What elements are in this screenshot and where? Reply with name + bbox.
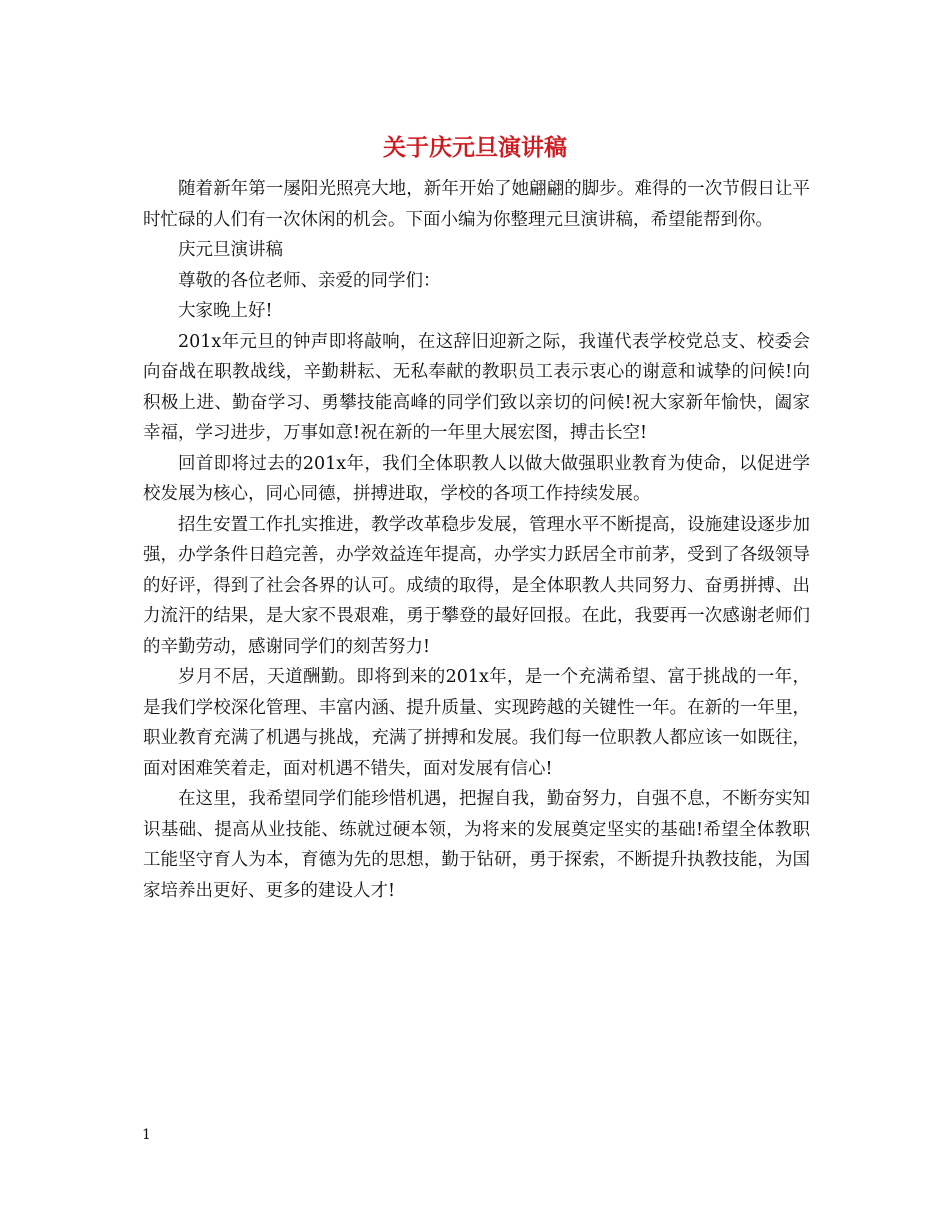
document-title: 关于庆元旦演讲稿 <box>383 134 567 161</box>
page-number: 1 <box>142 1127 151 1143</box>
paragraph-new-year-wishes: 201x年元旦的钟声即将敲响，在这辞旧迎新之际，我谨代表学校党总支、校委会向奋战在职教战线，辛勤耕耘、无私奉献的教职员工表示衷心的谢意和诚挚的问候!向积极上进、勤奋学习、勇攀技能高峰的同学们致以亲切的问候!祝大家新年愉快，阖家幸福，学习进步，万事如意!祝在新的一年里大展宏图，搏击长空! <box>143 331 810 443</box>
paragraph-speech-title: 庆元旦演讲稿 <box>178 240 283 260</box>
paragraph-intro: 随着新年第一屡阳光照亮大地，新年开始了她翩翩的脚步。难得的一次节假日让平时忙碌的人们有一次休闲的机会。下面小编为你整理元旦演讲稿，希望能帮到你。 <box>143 179 810 230</box>
document-body <box>143 174 810 906</box>
paragraph-hopes: 在这里，我希望同学们能珍惜机遇，把握自我，勤奋努力，自强不息，不断夯实知识基础、提高从业技能、练就过硬本领，为将来的发展奠定坚实的基础!希望全体教职工能坚守育人为本，育德为先的思想，勤于钻研，勇于探索，不断提升执教技能，为国家培养出更好、更多的建设人才! <box>143 789 810 901</box>
paragraph-salutation: 尊敬的各位老师、亲爱的同学们： <box>178 270 441 291</box>
paragraph-review: 回首即将过去的201x年，我们全体职教人以做大做强职业教育为使命，以促进学校发展为核心，同心同德，拼搏进取，学校的各项工作持续发展。 <box>143 453 810 504</box>
paragraph-achievements: 招生安置工作扎实推进，教学改革稳步发展，管理水平不断提高，设施建设逐步加强，办学条件日趋完善，办学效益连年提高，办学实力跃居全市前茅，受到了各级领导的好评，得到了社会各界的认可。成绩的取得，是全体职教人共同努力、奋勇拼搏、出力流汗的结果，是大家不畏艰难，勇于攀登的最好回报。在此，我要再一次感谢老师们的辛勤劳动，感谢同学们的刻苦努力! <box>143 514 810 657</box>
paragraph-greeting: 大家晚上好! <box>178 301 273 321</box>
paragraph-outlook: 岁月不居，天道酬勤。即将到来的201x年，是一个充满希望、富于挑战的一年，是我们学校深化管理、丰富内涵、提升质量、实现跨越的关键性一年。在新的一年里，职业教育充满了机遇与挑战，充满了拼搏和发展。我们每一位职教人都应该一如既往，面对困难笑着走，面对机遇不错失，面对发展有信心! <box>143 667 810 779</box>
